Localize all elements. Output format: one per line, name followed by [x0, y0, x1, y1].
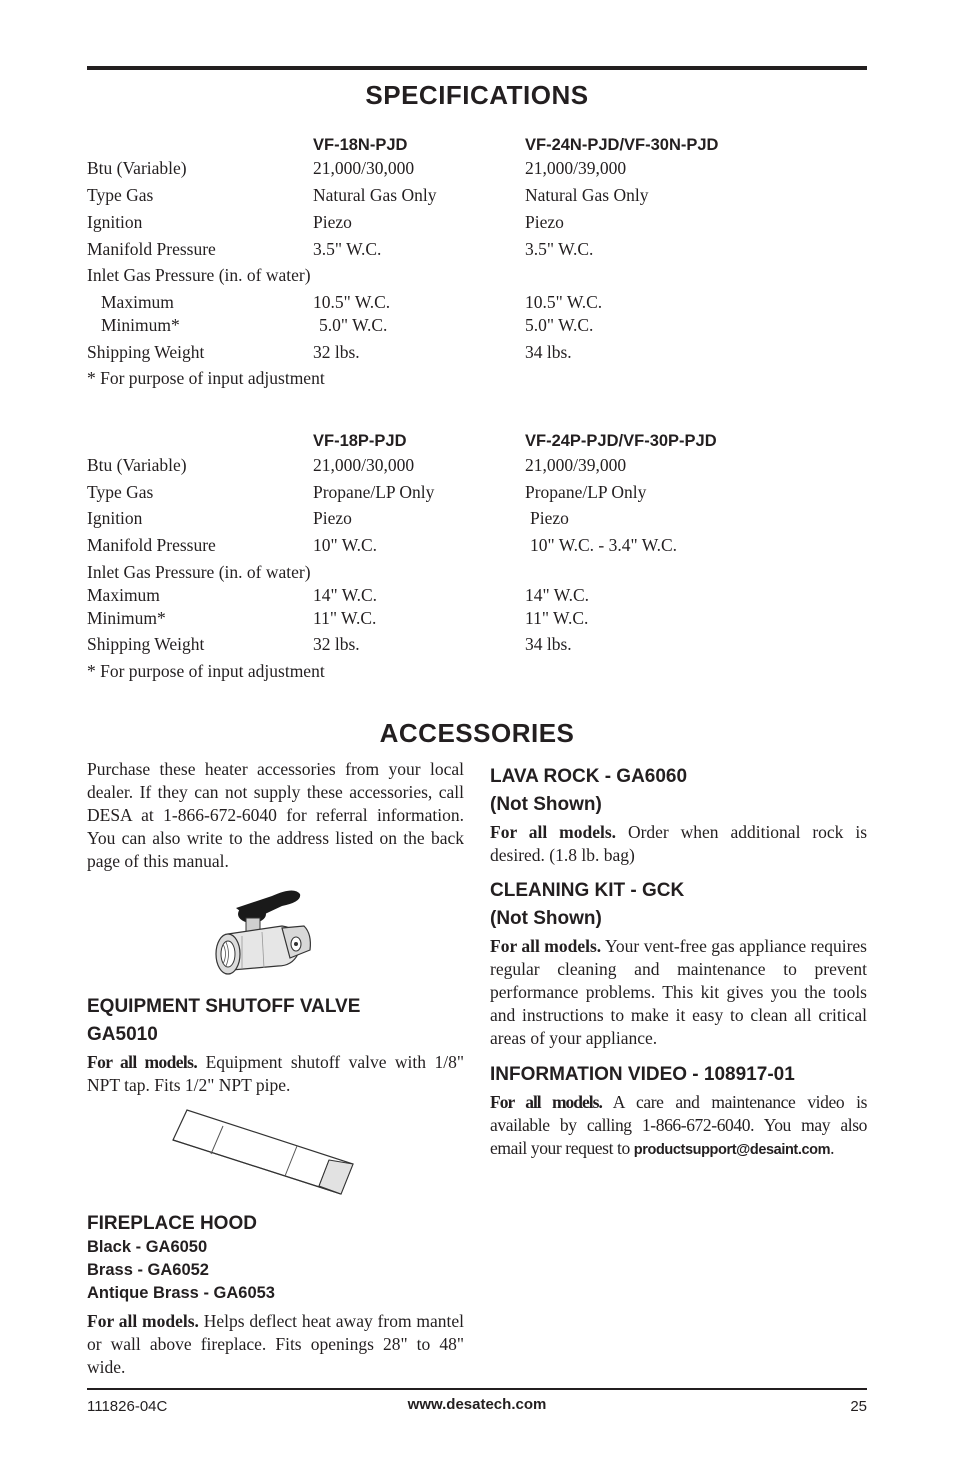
cleaning-description [490, 935, 867, 1050]
video-email-link[interactable]: productsupport@desaint.com [633, 1142, 831, 1158]
specifications-heading: SPECIFICATIONS [365, 80, 589, 110]
natural-col1-header: VF-18N-PJD [313, 136, 408, 154]
natural-type-gas-c2: Natural Gas Only [525, 185, 649, 205]
propane-type-gas-c2: Propane/LP Only [525, 482, 647, 502]
accessories-heading: ACCESSORIES [379, 718, 575, 748]
propane-col2-header: VF-24P-PJD/VF-30P-PJD [525, 432, 717, 450]
valve-lead: For all models. [87, 1052, 198, 1072]
valve-description [87, 1051, 464, 1097]
propane-row-btu: Btu (Variable) [87, 455, 187, 475]
footer-doc-number: 111826-04C [87, 1398, 168, 1415]
accessories-intro: Purchase these heater accessories from your local dealer. If they can not supply these accessories, call DESA at 1-866-672-6040 for referral information. You can also write to the address listed on the back page of this manual. [87, 759, 464, 871]
hood-lead: For all models. [87, 1311, 199, 1331]
lava-lead: For all models. [490, 822, 617, 842]
propane-row-manifold: Manifold Pressure [87, 535, 216, 555]
propane-row-ignition: Ignition [87, 508, 143, 528]
natural-col2-header: VF-24N-PJD/VF-30N-PJD [525, 136, 719, 154]
propane-row-inlet: Inlet Gas Pressure (in. of water) [87, 562, 311, 582]
propane-manifold-c1: 10" W.C. [313, 535, 378, 555]
footer-website[interactable]: www.desatech.com [407, 1396, 547, 1413]
natural-manifold-c2: 3.5" W.C. [525, 239, 594, 259]
natural-ignition-c1: Piezo [313, 212, 352, 232]
natural-btu-c2: 21,000/39,000 [525, 158, 627, 178]
propane-maximum-c2: 14" W.C. [525, 585, 590, 605]
video-title: INFORMATION VIDEO - 108917-01 [490, 1064, 795, 1085]
valve-title: EQUIPMENT SHUTOFF VALVE GA5010 [87, 996, 361, 1045]
video-lead: For all models. [490, 1092, 602, 1112]
cleaning-text: Your vent-free gas appliance requires regular cleaning and maintenance to prevent performance problems. This kit gives you the tools and instructions to make it easy to clean all critical areas of your appliance. [490, 936, 867, 1048]
propane-row-minimum: Minimum* [87, 608, 166, 628]
cleaning-lead: For all models. [490, 936, 602, 956]
natural-row-maximum: Maximum [101, 292, 174, 312]
natural-row-manifold: Manifold Pressure [87, 239, 216, 259]
natural-maximum-c2: 10.5" W.C. [525, 292, 603, 312]
valve-text: Equipment shutoff valve with 1/8" NPT tap. Fits 1/2" NPT pipe. [87, 1052, 464, 1095]
hood-variants [87, 1236, 275, 1305]
hood-description [87, 1310, 464, 1379]
natural-minimum-c2: 5.0" W.C. [525, 315, 594, 335]
propane-btu-c2: 21,000/39,000 [525, 455, 627, 475]
natural-maximum-c1: 10.5" W.C. [313, 292, 391, 312]
top-rule [87, 66, 867, 70]
propane-type-gas-c1: Propane/LP Only [313, 482, 435, 502]
hood-variant-brass: Brass - GA6052 [87, 1261, 209, 1279]
hood-title: FIREPLACE HOOD [87, 1213, 257, 1234]
natural-manifold-c1: 3.5" W.C. [313, 239, 382, 259]
natural-row-type-gas: Type Gas [87, 185, 154, 205]
propane-shipping-c2: 34 lbs. [525, 634, 572, 654]
natural-row-minimum: Minimum* [101, 315, 180, 335]
natural-minimum-c1: 5.0" W.C. [319, 315, 388, 335]
natural-btu-c1: 21,000/30,000 [313, 158, 415, 178]
natural-row-inlet: Inlet Gas Pressure (in. of water) [87, 265, 311, 285]
hood-variant-black: Black - GA6050 [87, 1238, 208, 1256]
propane-col1-header: VF-18P-PJD [313, 432, 407, 450]
cleaning-title: CLEANING KIT - GCK (Not Shown) [490, 880, 685, 929]
propane-manifold-c2: 10" W.C. - 3.4" W.C. [530, 535, 678, 555]
propane-row-type-gas: Type Gas [87, 482, 154, 502]
video-text: A care and maintenance video is available by calling 1-866-672-6040. You may also email your request to [490, 1092, 867, 1158]
propane-btu-c1: 21,000/30,000 [313, 455, 415, 475]
natural-footnote: * For purpose of input adjustment [87, 368, 325, 388]
natural-row-ignition: Ignition [87, 212, 143, 232]
propane-ignition-c2: Piezo [530, 508, 569, 528]
lava-description [490, 821, 867, 867]
propane-row-maximum: Maximum [87, 585, 160, 605]
footer-page-number: 25 [850, 1398, 867, 1415]
natural-shipping-c2: 34 lbs. [525, 342, 572, 362]
natural-ignition-c2: Piezo [525, 212, 564, 232]
lava-text: Order when additional rock is desired. (1.8 lb. bag) [490, 822, 867, 865]
hood-text: Helps deflect heat away from mantel or wall above fireplace. Fits openings 28" to 48" wide. [87, 1311, 465, 1377]
bottom-rule [87, 1388, 867, 1390]
lava-title: LAVA ROCK - GA6060 (Not Shown) [490, 766, 688, 815]
natural-row-shipping: Shipping Weight [87, 342, 205, 362]
fireplace-hood-image [171, 1106, 355, 1198]
propane-row-shipping: Shipping Weight [87, 634, 205, 654]
propane-shipping-c1: 32 lbs. [313, 634, 360, 654]
hood-variant-antique-brass: Antique Brass - GA6053 [87, 1284, 275, 1302]
video-period: . [830, 1138, 835, 1158]
shutoff-valve-image [212, 884, 332, 982]
natural-row-btu: Btu (Variable) [87, 158, 187, 178]
propane-maximum-c1: 14" W.C. [313, 585, 378, 605]
propane-minimum-c1: 11" W.C. [313, 608, 377, 628]
propane-footnote: * For purpose of input adjustment [87, 661, 325, 681]
natural-type-gas-c1: Natural Gas Only [313, 185, 437, 205]
propane-ignition-c1: Piezo [313, 508, 352, 528]
natural-shipping-c1: 32 lbs. [313, 342, 360, 362]
video-description [490, 1091, 867, 1162]
propane-minimum-c2: 11" W.C. [525, 608, 589, 628]
